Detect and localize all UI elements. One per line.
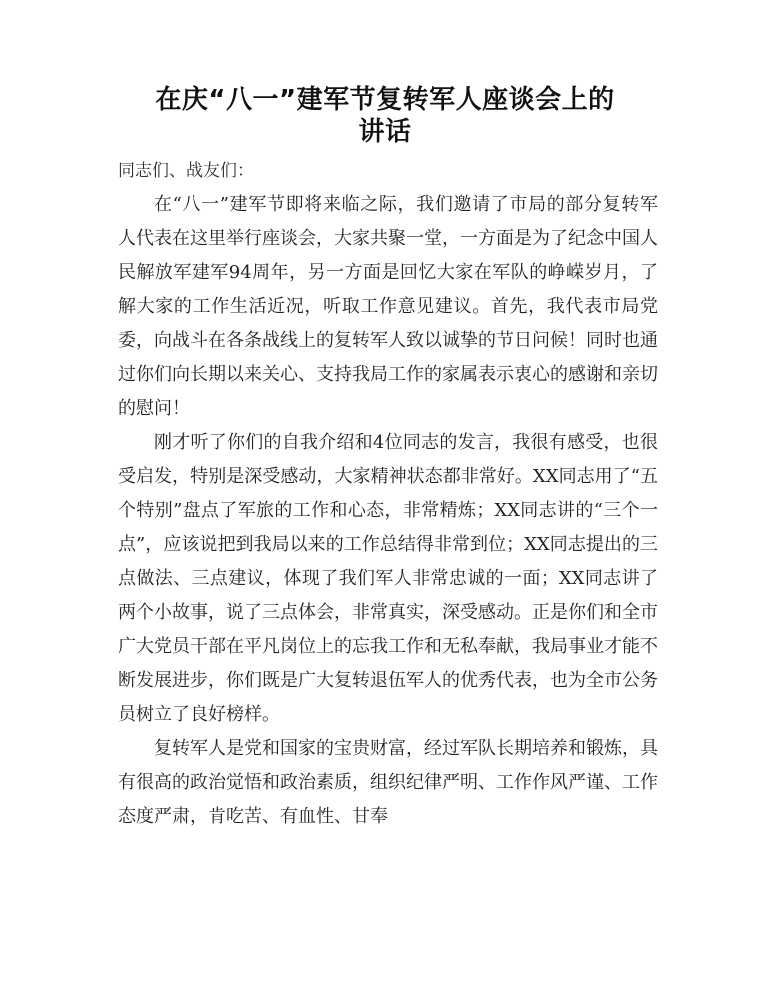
paragraph-1: 在“八一”建军节即将来临之际，我们邀请了市局的部分复转军人代表在这里举行座谈会，大家共聚一堂，一方面是为了纪念中国人民解放军建军94周年，另一方面是回忆大家在军队的峥嵘岁月，了解大家的工作生活近况，听取工作意见建议。首先，我代表市局党委，向战斗在各条战线上的复转军人致以诚挚的节日问候！同时也通过你们向长期以来关心、支持我局工作的家属表示衷心的感谢和亲切的慰问！ [118,194,658,419]
document-title [0,84,770,148]
paragraph-3: 复转军人是党和国家的宝贵财富，经过军队长期培养和锻炼，具有很高的政治觉悟和政治素质，组织纪律严明、工作作风严谨、工作态度严肃，肯吃苦、有血性、甘奉 [118,738,658,827]
salutation: 同志们、战友们： [118,161,254,181]
document-body [118,154,658,834]
title-line-1: 在庆“八一”建军节复转军人座谈会上的 [155,85,615,115]
paragraph-2: 刚才听了你们的自我介绍和4位同志的发言，我很有感受，也很受启发，特别是深受感动，大家精神状态都非常好。XX同志用了“五个特别”盘点了军旅的工作和心态，非常精炼；XX同志讲的“三个一点”，应该说把到我局以来的工作总结得非常到位；XX同志提出的三点做法、三点建议，体现了我们军人非常忠诚的一面；XX同志讲了两个小故事，说了三点体会，非常真实，深受感动。正是你们和全市广大党员干部在平凡岗位上的忘我工作和无私奉献，我局事业才能不断发展进步，你们既是广大复转退伍军人的优秀代表，也为全市公务员树立了良好榜样。 [118,432,658,725]
title-line-2: 讲话 [358,117,412,147]
